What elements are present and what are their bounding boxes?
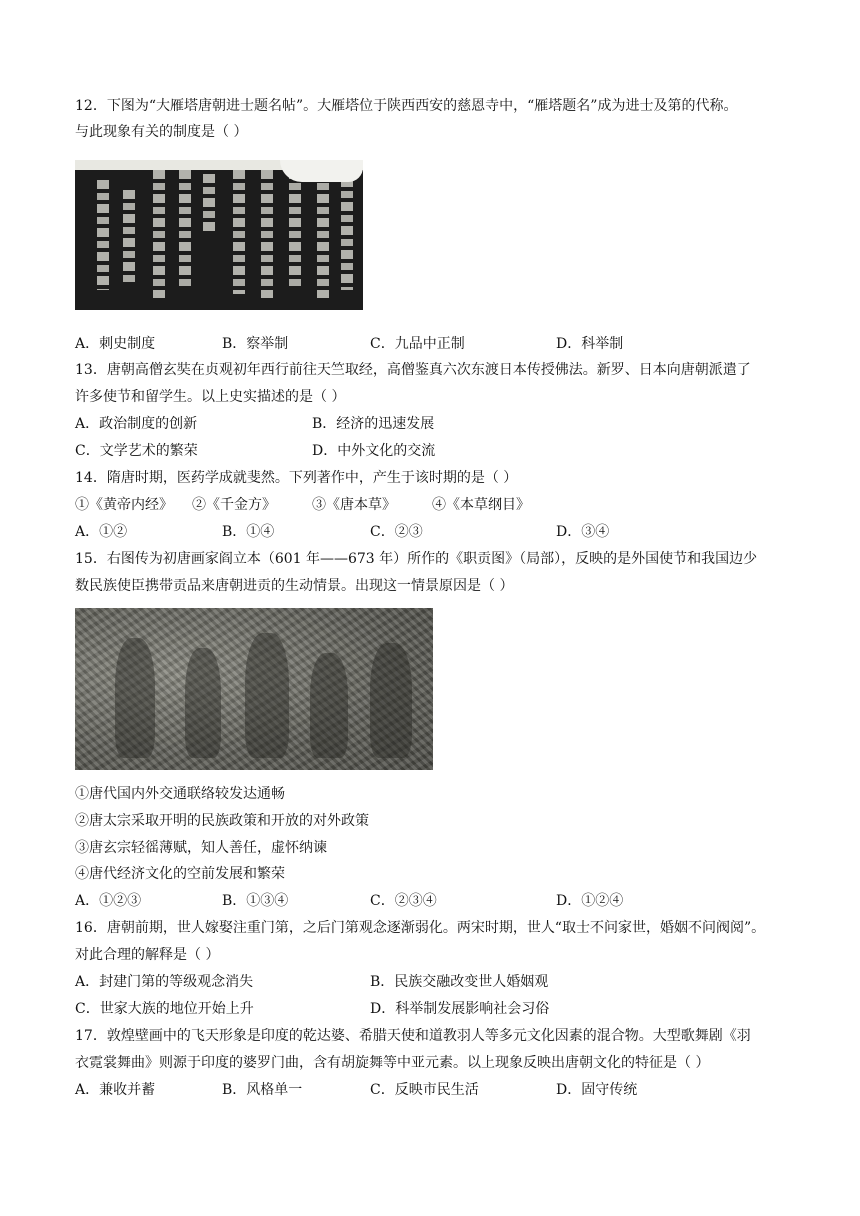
q12-stem-line2: 与此现象有关的制度是（ ） xyxy=(75,124,248,140)
q16-option-b[interactable]: B．民族交融改变世人婚姻观 xyxy=(370,974,549,990)
q14-option-d[interactable]: D．③④ xyxy=(556,524,610,540)
zhigongtu-painting-image xyxy=(75,608,433,770)
q14-item-4: ④《本草纲目》 xyxy=(432,497,530,513)
q15-option-b[interactable]: B．①③④ xyxy=(222,893,289,909)
q14-option-c[interactable]: C．②③ xyxy=(370,524,423,540)
q16-option-a[interactable]: A．封建门第的等级观念消失 xyxy=(75,974,254,990)
q15-statement-4: ④唐代经济文化的空前发展和繁荣 xyxy=(75,866,285,882)
q14-item-1: ①《黄帝内经》 xyxy=(75,497,173,513)
q15-statement-1: ①唐代国内外交通联络较发达通畅 xyxy=(75,786,285,802)
q16-option-d[interactable]: D．科举制发展影响社会习俗 xyxy=(370,1001,550,1017)
q17-stem-line1: 17．敦煌壁画中的飞天形象是印度的乾达婆、希腊天使和道教羽人等多元文化因素的混合物。大型歌舞剧《羽 xyxy=(75,1028,751,1044)
q14-option-b[interactable]: B．①④ xyxy=(222,524,275,540)
q15-statement-2: ②唐太宗采取开明的民族政策和开放的对外政策 xyxy=(75,813,369,829)
q16-option-c[interactable]: C．世家大族的地位开始上升 xyxy=(75,1001,254,1017)
q14-stem: 14．隋唐时期，医药学成就斐然。下列著作中，产生于该时期的是（ ） xyxy=(75,470,518,486)
q12-option-a[interactable]: A．刺史制度 xyxy=(75,336,156,352)
q13-option-c[interactable]: C．文学艺术的繁荣 xyxy=(75,443,198,459)
q12-stem-line1: 12．下图为“大雁塔唐朝进士题名帖”。大雁塔位于陕西西安的慈恩寺中，“雁塔题名”成为进士及第的代称。 xyxy=(75,98,738,114)
q17-option-d[interactable]: D．固守传统 xyxy=(556,1082,638,1098)
q15-option-a[interactable]: A．①②③ xyxy=(75,893,142,909)
q15-option-d[interactable]: D．①②④ xyxy=(556,893,624,909)
q15-stem-line1: 15．右图传为初唐画家阎立本（601 年——673 年）所作的《职贡图》（局部），反映的是外国使节和我国边少 xyxy=(75,551,758,567)
q16-stem-line1: 16．唐朝前期，世人嫁娶注重门第，之后门第观念逐渐弱化。两宋时期，世人“取士不问家世，婚姻不问阀阅”。 xyxy=(75,920,766,936)
q16-stem-line2: 对此合理的解释是（ ） xyxy=(75,947,220,963)
q13-stem-line1: 13．唐朝高僧玄奘在贞观初年西行前往天竺取经，高僧鉴真六次东渡日本传授佛法。新罗、日本向唐朝派遣了 xyxy=(75,362,751,378)
q12-option-b[interactable]: B．察举制 xyxy=(222,336,289,352)
q17-stem-line2: 衣霓裳舞曲》则源于印度的婆罗门曲，含有胡旋舞等中亚元素。以上现象反映出唐朝文化的特征是（ ） xyxy=(75,1055,710,1071)
q14-item-3: ③《唐本草》 xyxy=(312,497,396,513)
q13-stem-line2: 许多使节和留学生。以上史实描述的是（ ） xyxy=(75,389,346,405)
q15-option-c[interactable]: C．②③④ xyxy=(370,893,437,909)
q15-statement-3: ③唐玄宗轻徭薄赋，知人善任，虚怀纳谏 xyxy=(75,840,327,856)
q14-option-a[interactable]: A．①② xyxy=(75,524,128,540)
q12-option-c[interactable]: C．九品中正制 xyxy=(370,336,465,352)
q13-option-d[interactable]: D．中外文化的交流 xyxy=(312,443,436,459)
q14-item-2: ②《千金方》 xyxy=(192,497,276,513)
q17-option-b[interactable]: B．风格单一 xyxy=(222,1082,303,1098)
q15-stem-line2: 数民族使臣携带贡品来唐朝进贡的生动情景。出现这一情景原因是（ ） xyxy=(75,578,514,594)
q12-option-d[interactable]: D．科举制 xyxy=(556,336,624,352)
q13-option-a[interactable]: A．政治制度的创新 xyxy=(75,416,198,432)
q17-option-a[interactable]: A．兼收并蓄 xyxy=(75,1082,156,1098)
dayanta-inscription-image xyxy=(75,160,363,310)
q17-option-c[interactable]: C．反映市民生活 xyxy=(370,1082,479,1098)
q13-option-b[interactable]: B．经济的迅速发展 xyxy=(312,416,435,432)
